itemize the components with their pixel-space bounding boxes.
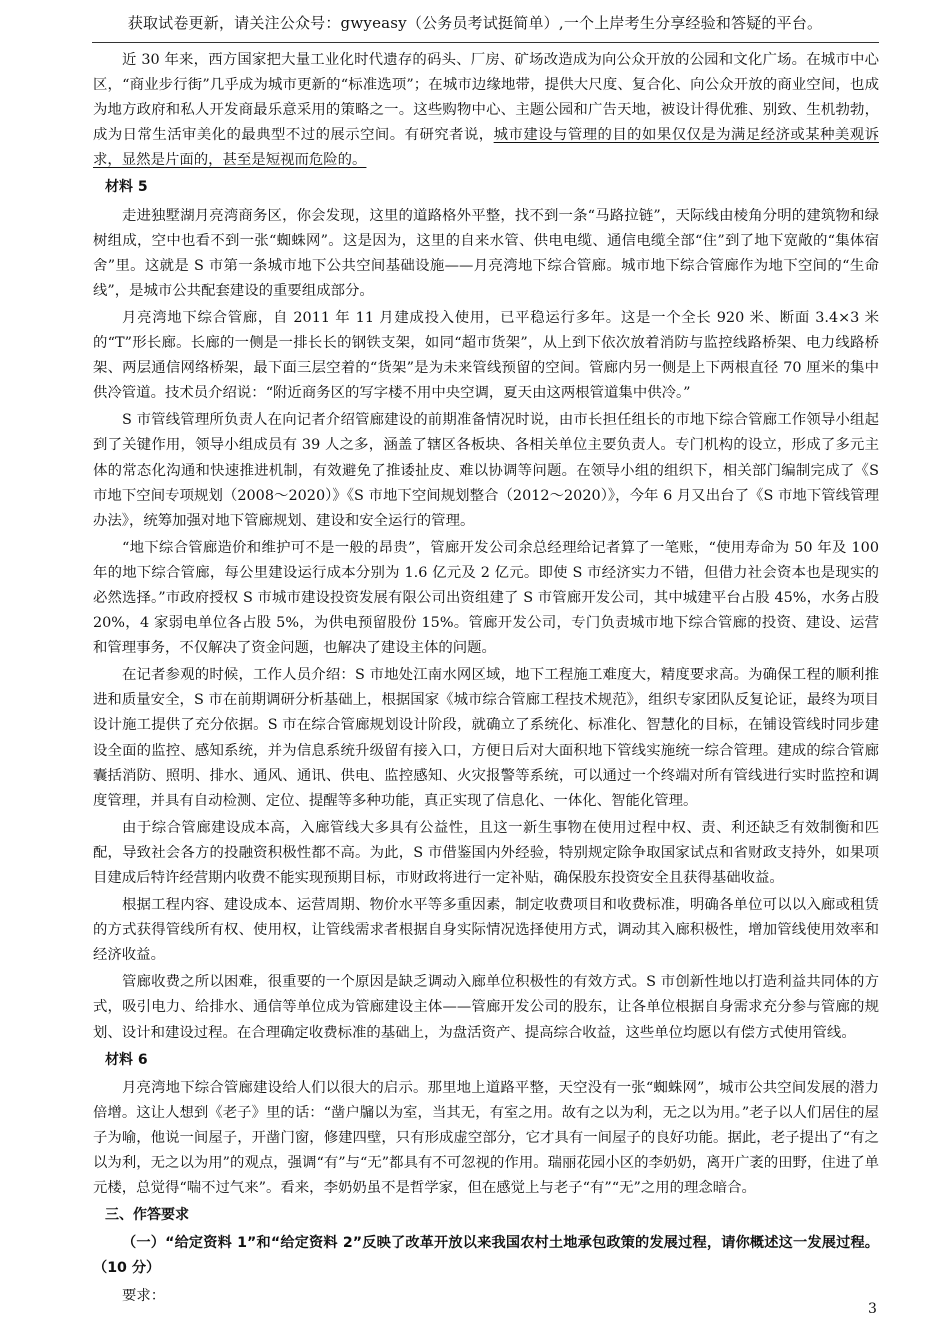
m5-paragraph-2: 月亮湾地下综合管廊，自 2011 年 11 月建成投入使用，已平稳运行多年。这是一个全长 920 米、断面 3.4×3 米的“T”形长廊。长廊的一侧是一排长长的钢铁支架，如同“超市货架”，从上到下依次放着消防与监控线路桥架、电力线路桥架、两层通信网络桥架，最下面三层空着的“货架”是为未来管线预留的空间。管廊内另一侧是上下两根直径 70 厘米的集中供冷管道。技术员介绍说：“附近商务区的写字楼不用中央空调，夏天由这两根管道集中供冷。” <box>93 309 879 402</box>
requirements-label: 要求： <box>122 1287 166 1304</box>
underlined-sentence: 城市建设与管理的目的如果仅仅是为满足经济或某种美观诉求，显然是片面的，甚至是短视而危险的。 <box>93 127 879 169</box>
m5-paragraph-3: S 市管线管理所负责人在向记者介绍管廊建设的前期准备情况时说，由市长担任组长的市地下综合管廊工作领导小组起到了关键作用，领导小组成员有 39 人之多，涵盖了辖区各板块、各相关单位主要负责人。专门机构的设立，形成了多元主体的常态化沟通和快速推进机制，有效避免了推诿扯皮、难以协调等问题。在领导小组的组织下，相关部门编制完成了《S 市地下空间专项规划（2008～2020）》《S 市地下空间规划整合（2012～2020）》，今年 6 月又出台了《S 市地下管线管理办法》，统筹加强对地下管廊规划、建设和安全运行的管理。 <box>93 412 879 529</box>
document-body <box>93 48 879 1311</box>
page-number: 3 <box>868 1301 877 1317</box>
m6-paragraph: 月亮湾地下综合管廊建设给人们以很大的启示。那里地上道路平整，天空没有一张“蜘蛛网”，城市公共空间发展的潜力倍增。这让人想到《老子》里的话：“凿户牖以为室，当其无，有室之用。故有之以为利，无之以为用。”老子以人们居住的屋子为喻，他说一间屋子，开凿门窗，修建四壁，只有形成虚空部分，它才具有一间屋子的良好功能。据此，老子提出了“有之以为利，无之以为用”的观点，强调“有”与“无”都具有不可忽视的作用。瑞丽花园小区的李奶奶，离开广袤的田野，住进了单元楼，总觉得“喘不过气来”。看来，李奶奶虽不是哲学家，但在感觉上与老子“有”“无”之用的理念暗合。 <box>93 1079 879 1197</box>
m5-paragraph-4: “地下综合管廊造价和维护可不是一般的昂贵”，管廊开发公司余总经理给记者算了一笔账，“使用寿命为 50 年及 100 年的地下综合管廊，每公里建设运行成本分别为 1.6 亿元及 2 亿元。即使 S 市经济实力不错，但借力社会资本也是现实的必然选择。”市政府授权 S 市城市建设投资发展有限公司出资组建了 S 市管廊开发公司，其中城建平台占股 45%，水务占股 20%，4 家弱电单位各占股 5%，为供电预留股份 15%。管廊开发公司，专门负责城市地下综合管廊的投资、建设、运营和管理事务，不仅解决了资金问题，也解决了建设主体的问题。 <box>93 539 879 657</box>
material-5-title: 材料 5 <box>105 179 148 196</box>
page-header: 获取试卷更新，请关注公众号：gwyeasy（公务员考试挺简单）,一个上岸考生分享经验和答疑的平台。 <box>127 14 823 32</box>
m5-paragraph-5: 在记者参观的时候，工作人员介绍：S 市地处江南水网区域，地下工程施工难度大，精度要求高。为确保工程的顺利推进和质量安全，S 市在前期调研分析基础上，根据国家《城市综合管廊工程技术规范》，组织专家团队反复论证，最终为项目设计施工提供了充分依据。S 市在综合管廊规划设计阶段，就确立了系统化、标准化、智慧化的目标，在铺设管线时同步建设全面的监控、感知系统，并为信息系统升级留有接入口，方便日后对大面积地下管线实施统一综合管理。建成的综合管廊囊括消防、照明、排水、通风、通讯、供电、监控感知、火灾报警等系统，可以通过一个终端对所有管线进行实时监控和调度管理，并具有自动检测、定位、提醒等多种功能，真正实现了信息化、一体化、智能化管理。 <box>93 667 879 809</box>
question-1: （一）“给定资料 1”和“给定资料 2”反映了改革开放以来我国农村土地承包政策的发展过程，请你概述这一发展过程。（10 分） <box>93 1235 879 1277</box>
m5-paragraph-6: 由于综合管廊建设成本高，入廊管线大多具有公益性，且这一新生事物在使用过程中权、责、利还缺乏有效制衡和匹配，导致社会各方的投融资积极性都不高。为此，S 市借鉴国内外经验，特别规定除争取国家试点和省财政支持外，如果项目建成后特许经营期内收费不能实现预期目标，市财政将进行一定补贴，确保股东投资安全且获得基础收益。 <box>93 819 879 886</box>
header-divider <box>92 42 879 43</box>
m5-paragraph-7: 根据工程内容、建设成本、运营周期、物价水平等多重因素，制定收费项目和收费标准，明确各单位可以以入廊或租赁的方式获得管线所有权、使用权，让管线需求者根据自身实际情况选择使用方式，调动其入廊积极性，增加管线使用效率和经济收益。 <box>93 897 879 964</box>
material-6-title: 材料 6 <box>105 1051 148 1068</box>
intro-text: 近 30 年来，西方国家把大量工业化时代遗存的码头、厂房、矿场改造成为向公众开放的公园和文化广场。在城市中心区，“商业步行街”几乎成为城市更新的“标准选项”；在城市边缘地带，提供大尺度、复合化、向公众开放的商业空间，也成为地方政府和私人开发商最乐意采用的策略之一。这些购物中心、主题公园和广告天地，被设计得优雅、别致、生机勃勃，成为日常生活审美化的最典型不过的展示空间。有研究者说， <box>93 52 879 144</box>
paragraph-intro <box>93 48 879 173</box>
m5-paragraph-8: 管廊收费之所以困难，很重要的一个原因是缺乏调动入廊单位积极性的有效方式。S 市创新性地以打造利益共同体的方式，吸引电力、给排水、通信等单位成为管廊建设主体——管廊开发公司的股东，让各单位根据自身需求充分参与管廊的规划、设计和建设过程。在合理确定收费标准的基础上，为盘活资产、提高综合收益，这些单位均愿以有偿方式使用管线。 <box>93 974 879 1041</box>
m5-paragraph-1: 走进独墅湖月亮湾商务区，你会发现，这里的道路格外平整，找不到一条“马路拉链”，天际线由棱角分明的建筑物和绿树组成，空中也看不到一张“蜘蛛网”。这是因为，这里的自来水管、供电电缆、通信电缆全部“住”到了地下宽敞的“集体宿舍”里。这就是 S 市第一条城市地下公共空间基础设施——月亮湾地下综合管廊。城市地下综合管廊作为地下空间的“生命线”，是城市公共配套建设的重要组成部分。 <box>93 207 879 299</box>
section-3-title: 三、作答要求 <box>105 1207 189 1224</box>
